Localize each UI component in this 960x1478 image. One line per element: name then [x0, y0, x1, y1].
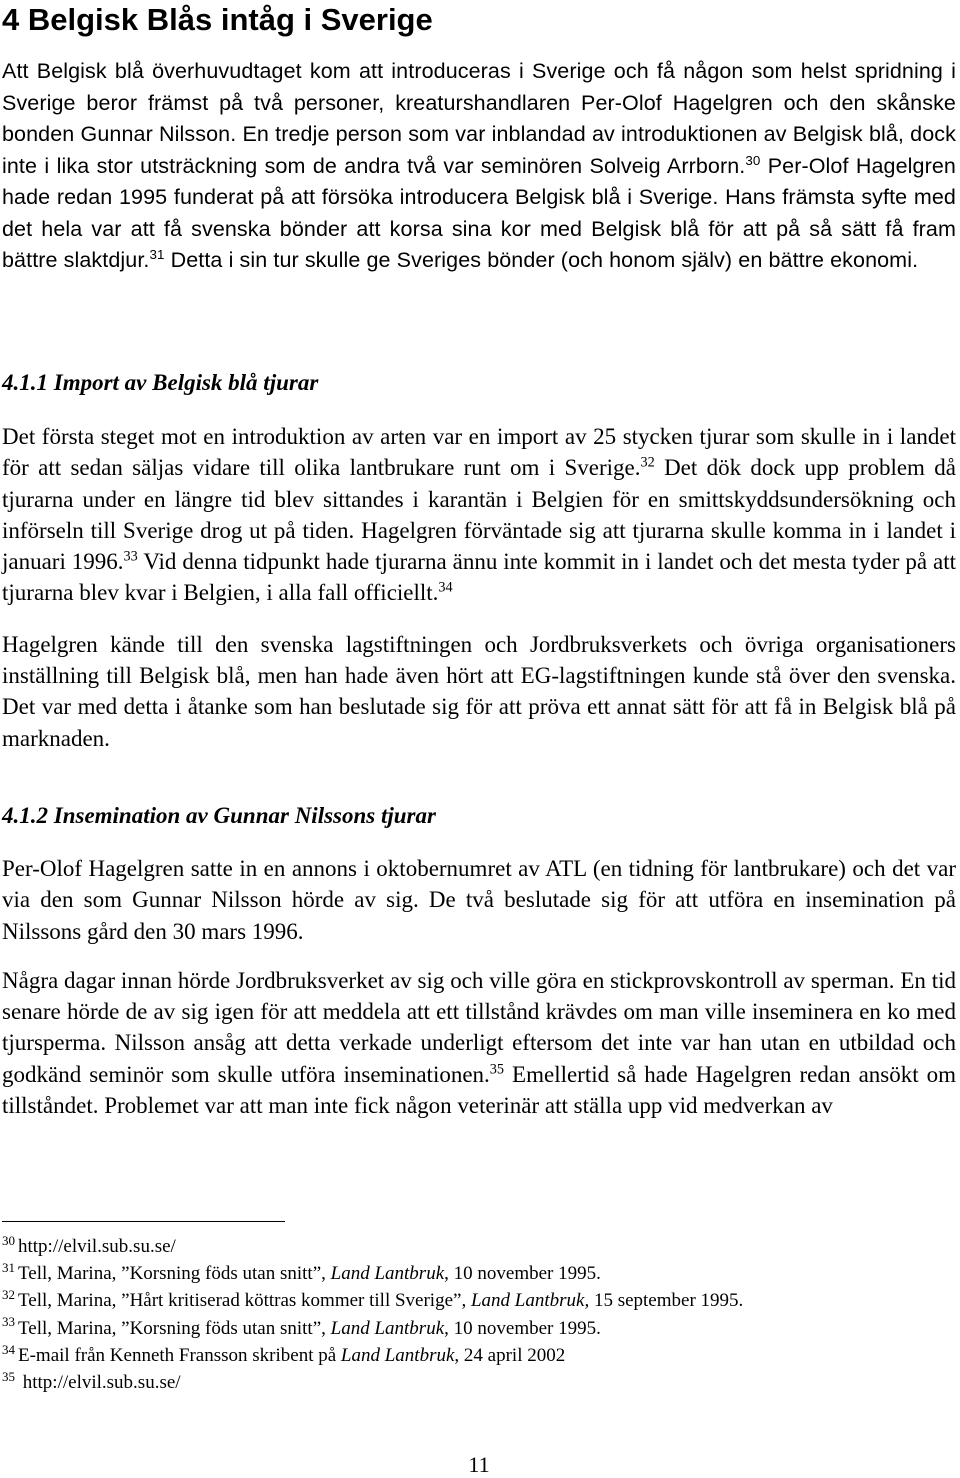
footnote-text: , 24 april 2002: [454, 1344, 566, 1366]
intro-text-1: Att Belgisk blå överhuvudtaget kom att introduceras i Sverige och få någon som helst spridning i Sverige beror främst på två personer, kreaturshandlaren Per-Olof Hagelgren och den skånske bonden Gunnar Nilsson. En tredje person som var inblandad av introduktionen av Belgisk blå, dock inte i lika stor utsträckning som de andra två var seminören Solveig Arrborn.: [2, 59, 956, 178]
footnote-item: [2, 1315, 956, 1342]
paragraph-text: Emellertid så hade Hagelgren redan ansökt om tillståndet. Problemet var att man inte fick någon veterinär att ställa upp vid medverkan av: [2, 1061, 957, 1119]
section-4-1-2: [2, 800, 956, 1121]
footnote-number: 30: [2, 1232, 15, 1248]
chapter-title: 4 Belgisk Blås intåg i Sverige: [2, 2, 433, 37]
footnote-item: [2, 1260, 956, 1287]
footnote-italic: Land Lantbruk: [330, 1263, 445, 1285]
footnote-item: [2, 1287, 956, 1314]
footnote-text: , 10 november 1995.: [444, 1263, 601, 1285]
section-4-1-2-paragraph-2: [2, 965, 956, 1121]
paragraph-text: Några dagar innan hörde Jordbruksverket av sig och ville göra en stickprovskontroll av sperman. En tid senare hörde de av sig igen för att meddela att ett tillstånd krävdes om man ville inseminera en ko med tjursperma. Nilsson ansåg att detta verkade underligt eftersom det inte var han utan en utbildad och godkänd seminör som skulle utföra inseminationen.: [2, 967, 956, 1087]
footnote-number: 31: [2, 1260, 15, 1276]
intro-text-3: Detta i sin tur skulle ge Sveriges bönder (och honom själv) en bättre ekonomi.: [164, 248, 919, 272]
section-4-1-1-paragraph-2: Hagelgren kände till den svenska lagstiftningen och Jordbruksverkets och övriga organisationers inställning till Belgisk blå, men han hade även hört att EG-lagstiftningen kunde stå över den svenska. Det var med detta i åtanke som han beslutade sig för att pröva ett annat sätt för att få in Belgisk blå på marknaden.: [2, 631, 956, 751]
paragraph-text: Det första steget mot en introduktion av arten var en import av 25 stycken tjurar som skulle in i landet för att sedan säljas vidare till olika lantbrukare runt om i Sverige.: [2, 424, 956, 481]
footnote-item: [2, 1233, 956, 1260]
footnote-number: 33: [2, 1314, 15, 1330]
footnote-ref-34[interactable]: 34: [438, 579, 453, 596]
footnote-ref-35[interactable]: 35: [489, 1061, 505, 1078]
footnote-number: 32: [2, 1287, 15, 1303]
footnote-text: 15 september 1995.: [589, 1290, 744, 1312]
footnote-number: 34: [2, 1341, 15, 1357]
section-4-1-1: [2, 367, 956, 754]
footnote-ref-32[interactable]: 32: [640, 454, 655, 471]
section-heading-4-1-2: 4.1.2 Insemination av Gunnar Nilssons tjurar: [2, 803, 436, 828]
footnote-italic: Land Lantbruk: [340, 1344, 455, 1366]
footnote-italic: Land Lantbruk,: [470, 1290, 590, 1312]
footnote-text: E-mail från Kenneth Fransson skribent på: [18, 1344, 341, 1366]
footnote-text: Tell, Marina, ”Korsning föds utan snitt”,: [18, 1317, 331, 1339]
section-4-1-1-paragraph-1: [2, 421, 956, 609]
footnote-link[interactable]: http://elvil.sub.su.se/: [18, 1372, 181, 1394]
paragraph-text: Det dök dock upp problem då tjurarna under en längre tid blev sittandes i karantän i Belgien för en smittskyddsundersökning och införseln till Sverige drog ut på tiden. Hagelgren förväntade sig att tjurarna skulle komma in i landet i januari 1996.: [2, 455, 956, 575]
footnote-separator: [2, 1221, 285, 1222]
footnote-ref-31[interactable]: 31: [149, 247, 165, 263]
footnote-text: , 10 november 1995.: [444, 1317, 601, 1339]
footnote-ref-30[interactable]: 30: [745, 152, 761, 168]
page-number: 11: [468, 1452, 490, 1477]
footnote-list: [2, 1233, 956, 1396]
section-heading-4-1-1: 4.1.1 Import av Belgisk blå tjurar: [2, 370, 319, 395]
footnote-item: [2, 1369, 956, 1396]
footnote-text: Tell, Marina, ”Korsning föds utan snitt”,: [18, 1263, 331, 1285]
paragraph-text: Vid denna tidpunkt hade tjurarna ännu inte kommit in i landet och det mesta tyder på att tjurarna blev kvar i Belgien, i alla fall officiellt.: [2, 549, 956, 606]
footnote-italic: Land Lantbruk: [330, 1317, 445, 1339]
intro-paragraph: [2, 56, 956, 277]
intro-text-2: Per-Olof Hagelgren hade redan 1995 funderat på att försöka introducera Belgisk blå i Sverige. Hans främsta syfte med det hela var att få svenska bönder att korsa sina kor med Belgisk blå för att på så sätt få fram bättre slaktdjur.: [2, 153, 956, 272]
footnote-ref-33[interactable]: 33: [123, 548, 138, 565]
footnote-link[interactable]: http://elvil.sub.su.se/: [18, 1236, 176, 1257]
footnote-item: [2, 1342, 956, 1369]
footnote-number: 35: [2, 1368, 15, 1384]
section-4-1-2-paragraph-1: Per-Olof Hagelgren satte in en annons i oktobernumret av ATL (en tidning för lantbrukare) och det var via den som Gunnar Nilsson hörde av sig. De två beslutade sig för att utföra en insemination på Nilssons gård den 30 mars 1996.: [2, 856, 956, 944]
footnote-text: Tell, Marina, ”Hårt kritiserad köttras kommer till Sverige”,: [18, 1290, 471, 1312]
